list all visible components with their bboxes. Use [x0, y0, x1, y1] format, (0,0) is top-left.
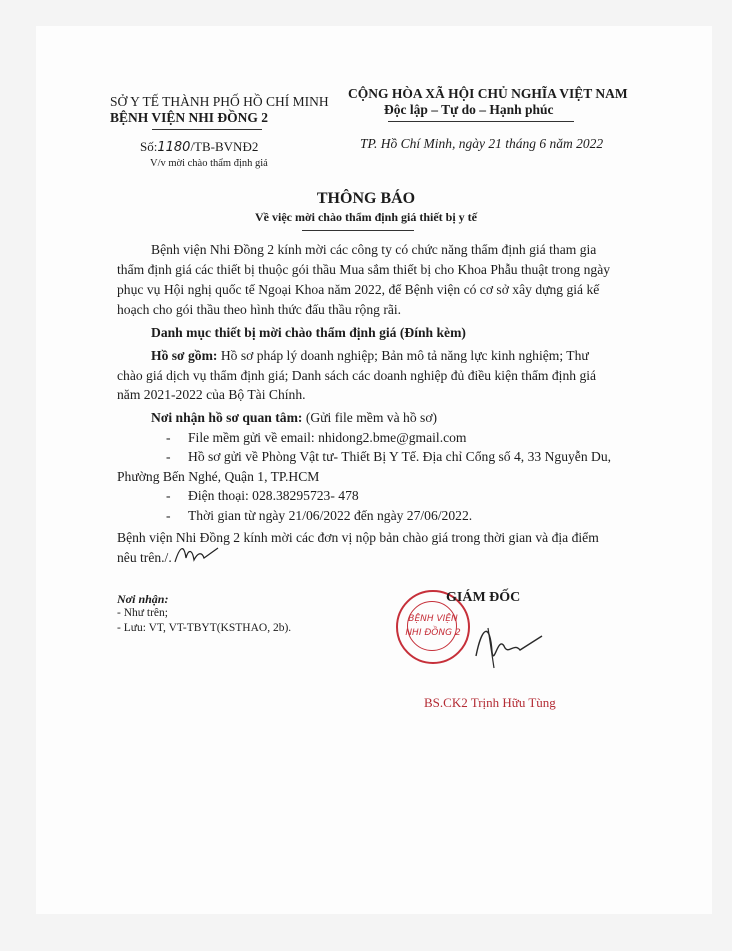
- bullet-item: File mềm gửi về email: nhidong2.bme@gmail.com: [188, 430, 467, 445]
- date-month-label: tháng: [505, 136, 537, 151]
- bullet-dash: -: [166, 430, 171, 445]
- intro-line: Bệnh viện Nhi Đồng 2 kính mời các công ty có chức năng thẩm định giá tham gia: [151, 242, 597, 257]
- recipients-label: Nơi nhận:: [117, 592, 169, 606]
- closing-line: nêu trên./.: [117, 550, 172, 565]
- bullet-item: Hồ sơ gửi về Phòng Vật tư- Thiết Bị Y Tế. Địa chỉ Cổng số 4, 33 Nguyễn Du,: [188, 449, 612, 464]
- stamp-text: BỆNH VIỆN: [408, 614, 458, 624]
- dossier-text: Hồ sơ pháp lý doanh nghiệp; Bản mô tả năng lực kinh nghiệm; Thư: [220, 348, 589, 363]
- date-prefix: TP. Hồ Chí Minh, ngày: [360, 136, 486, 151]
- country-name: CỘNG HÒA XÃ HỘI CHỦ NGHĨA VIỆT NAM: [348, 86, 628, 101]
- bullet-item-continued: Phường Bến Nghé, Quận 1, TP.HCM: [117, 469, 320, 484]
- bullet-dash: -: [166, 508, 171, 523]
- receive-note: (Gửi file mềm và hồ sơ): [305, 410, 438, 425]
- motto-underline: [388, 121, 574, 122]
- intro-line: thẩm định giá các thiết bị thuộc gói thầu Mua sắm thiết bị cho Khoa Phẫu thuật trong ngày: [117, 262, 611, 277]
- closing-line: Bệnh viện Nhi Đồng 2 kính mời các đơn vị nộp bản chào giá trong thời gian và địa điểm: [117, 530, 599, 545]
- document-title: THÔNG BÁO: [316, 190, 416, 207]
- receive-label: Nơi nhận hồ sơ quan tâm:: [151, 410, 303, 425]
- stamp-text: NHI ĐỒNG 2: [405, 628, 461, 638]
- document-number: [140, 139, 258, 155]
- national-motto: Độc lập – Tự do – Hạnh phúc: [384, 102, 554, 117]
- receive-heading: [151, 408, 437, 427]
- dossier-line: năm 2021-2022 của Bộ Tài Chính.: [117, 387, 306, 402]
- document-date: [360, 136, 603, 152]
- intro-line: hoạch cho gói thầu theo hình thức đấu thầu rộng rãi.: [117, 302, 402, 317]
- agency-name: SỞ Y TẾ THÀNH PHỐ HỒ CHÍ MINH: [110, 94, 329, 109]
- initials-scribble-icon: [172, 540, 222, 566]
- bullet-dash: -: [166, 488, 171, 503]
- hospital-underline: [152, 129, 262, 130]
- document-subject: V/v mời chào thẩm định giá: [150, 158, 268, 169]
- stamp-inner-ring: [407, 601, 457, 651]
- bullet-item: Thời gian từ ngày 21/06/2022 đến ngày 27/06/2022.: [188, 508, 473, 523]
- bullet-dash: -: [166, 449, 171, 464]
- signature-icon: [468, 616, 548, 672]
- date-month: 6: [539, 136, 547, 151]
- date-year: năm 2022: [549, 136, 604, 151]
- recipient-item: - Như trên;: [117, 607, 168, 619]
- doc-number-prefix: Số:: [140, 139, 158, 154]
- bullet-item: Điện thoại: 028.38295723- 478: [188, 488, 359, 503]
- signer-name: BS.CK2 Trịnh Hữu Tùng: [424, 695, 556, 710]
- signer-title: GIÁM ĐỐC: [446, 590, 521, 605]
- dossier-line: chào giá dịch vụ thẩm định giá; Danh sách các doanh nghiệp đủ điều kiện thẩm định giá: [117, 368, 597, 383]
- dossier-label: Hồ sơ gồm:: [151, 348, 218, 363]
- doc-number-suffix: /TB-BVNĐ2: [190, 139, 259, 154]
- recipient-item: - Lưu: VT, VT-TBYT(KSTHAO, 2b).: [117, 622, 292, 634]
- doc-number-handwritten: 1180: [157, 140, 191, 155]
- title-underline: [302, 230, 414, 231]
- document-subtitle: Về việc mời chào thẩm định giá thiết bị y tế: [255, 210, 477, 224]
- list-heading: Danh mục thiết bị mời chào thẩm định giá (Đính kèm): [151, 325, 466, 340]
- intro-line: phục vụ Hội nghị quốc tế Ngoại Khoa năm 2022, để Bệnh viện có cơ sở xây dựng giá kế: [117, 282, 600, 297]
- date-day: 21: [488, 136, 502, 151]
- dossier-line: [151, 346, 589, 365]
- hospital-name: BỆNH VIỆN NHI ĐỒNG 2: [110, 110, 269, 125]
